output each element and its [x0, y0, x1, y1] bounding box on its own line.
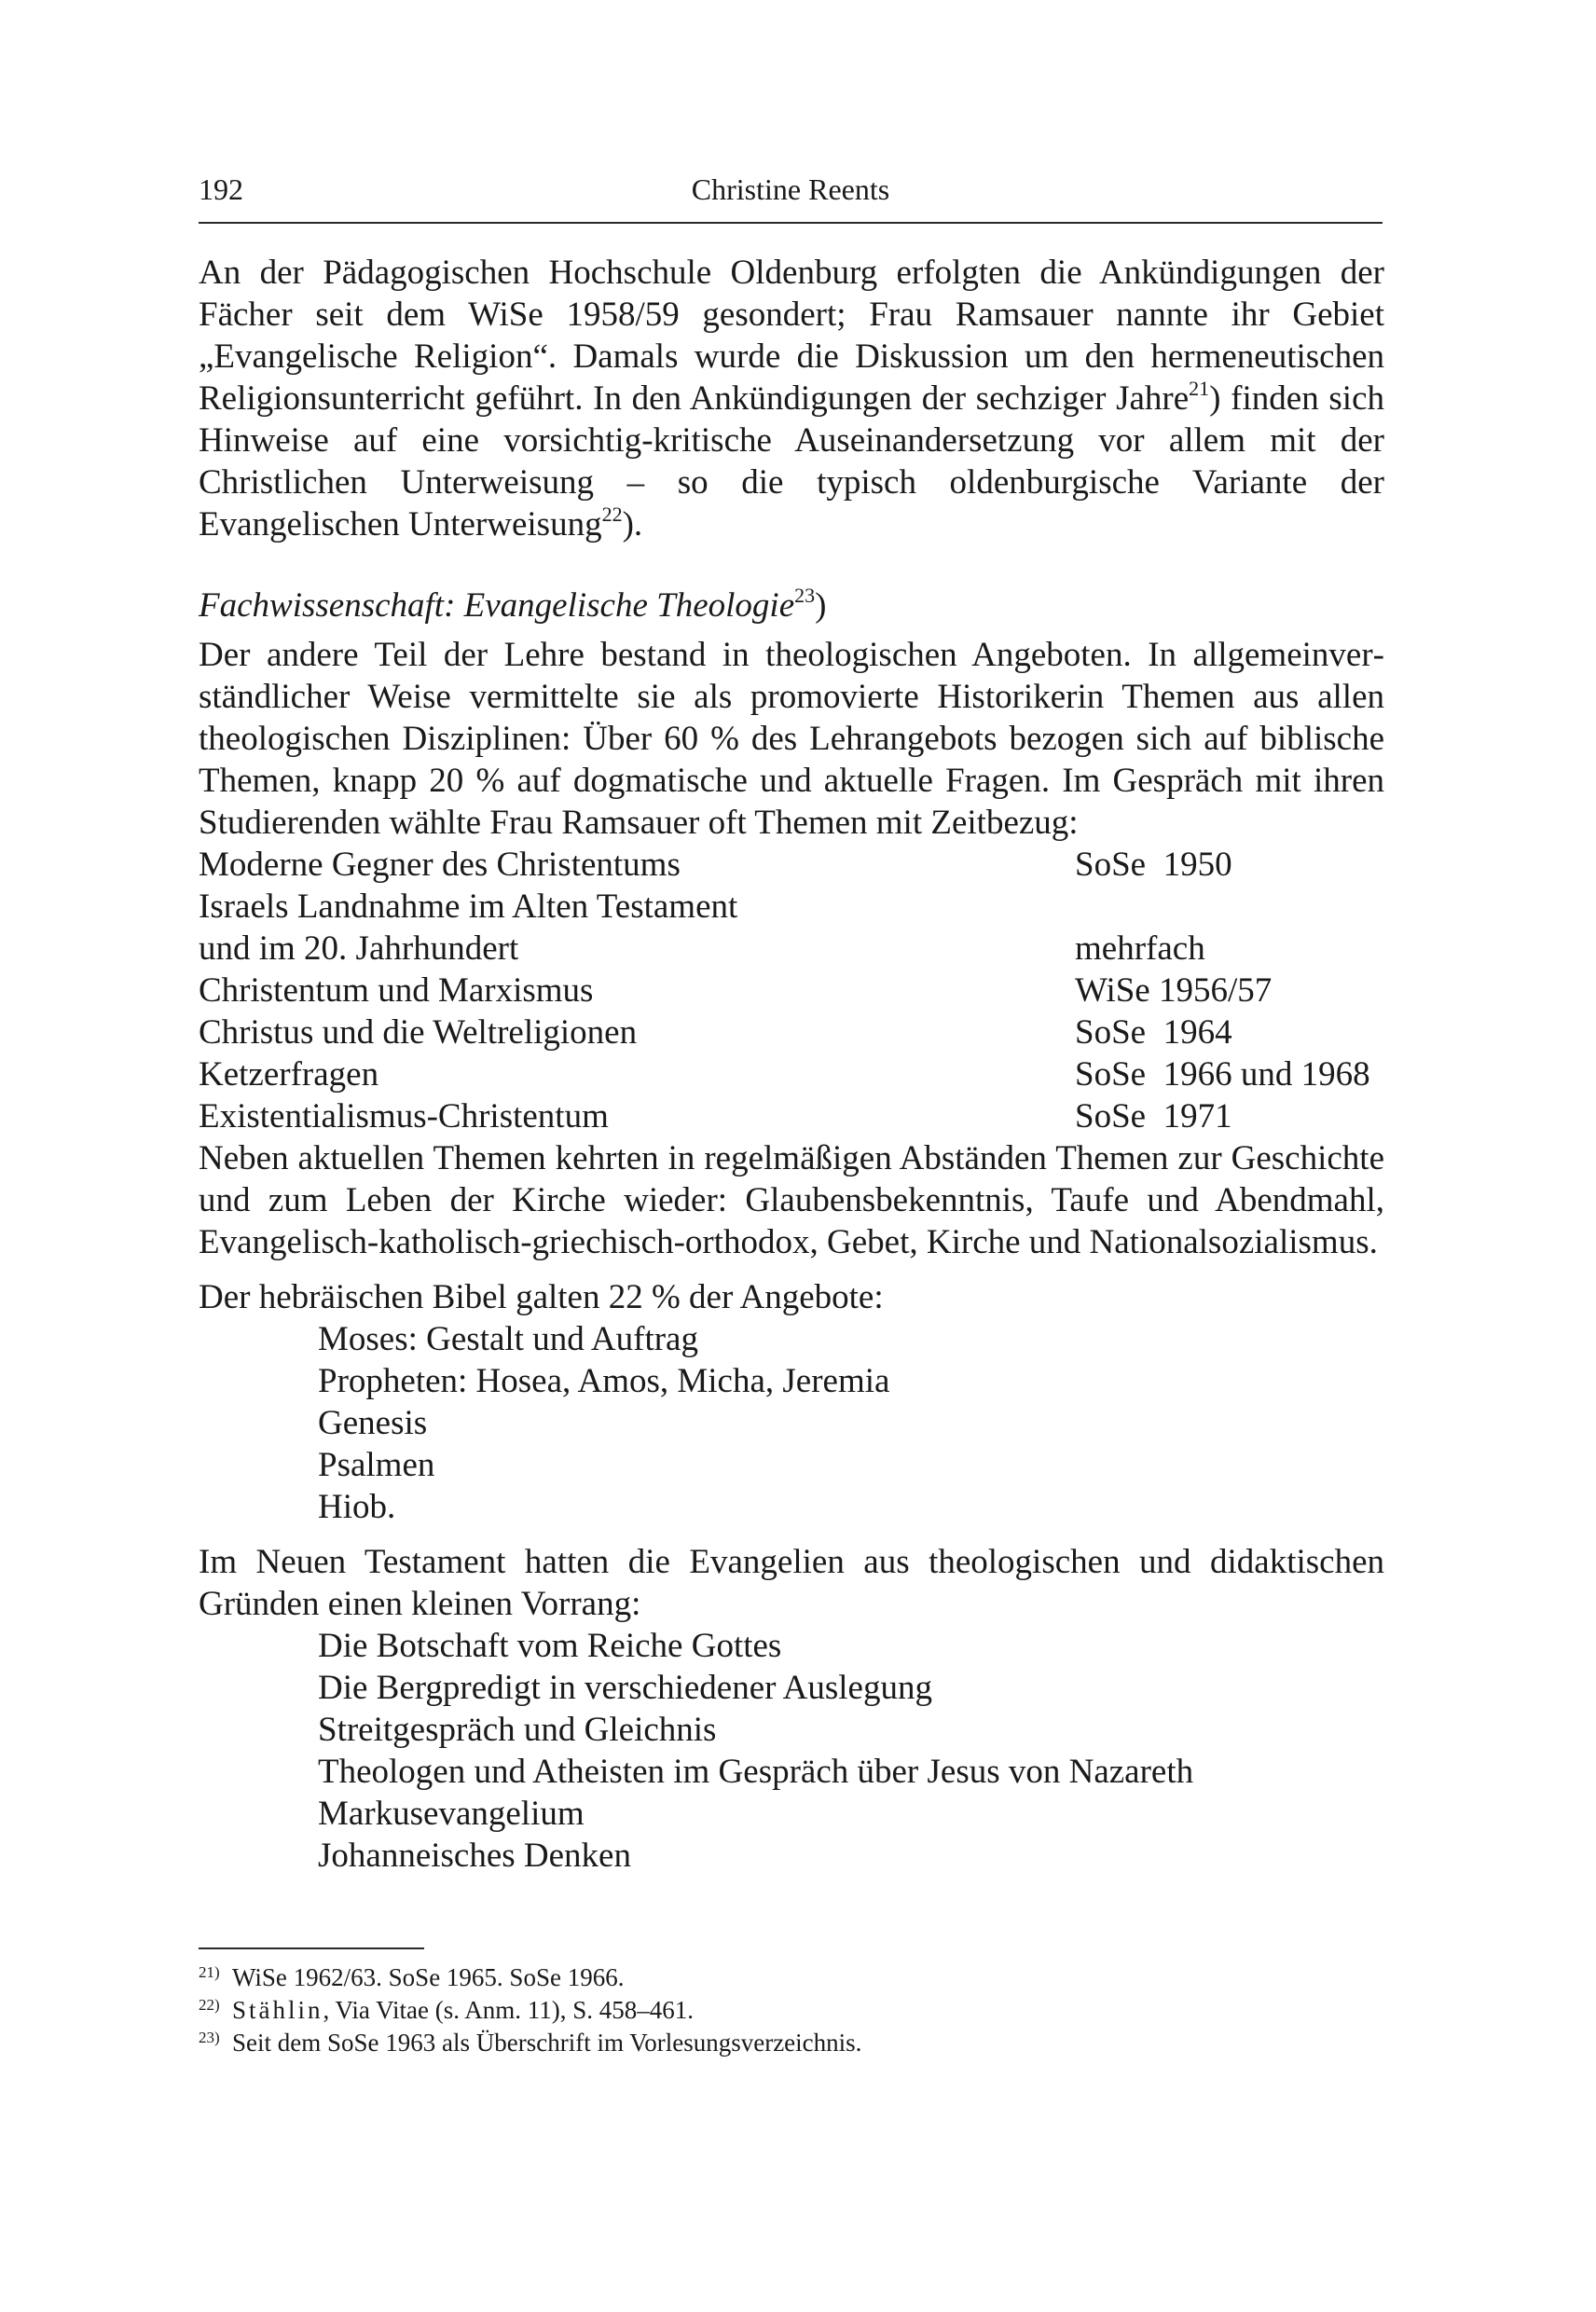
- topic-cell: Christus und die Weltreligionen: [199, 1013, 638, 1052]
- table-row: [199, 928, 1384, 970]
- footnote-text: , Via Vitae (s. Anm. 11), S. 458–461.: [323, 1996, 695, 2024]
- section-heading: Fachwissenschaft: Evangelische Theologie$^{23}$): [199, 584, 827, 625]
- footnote-rule: [199, 1947, 424, 1949]
- term-cell: SoSe 1950: [1075, 846, 1232, 884]
- term-cell: SoSe 1966 und 1968: [1075, 1055, 1370, 1094]
- list-item: Johanneisches Denken: [318, 1837, 631, 1875]
- term-cell: SoSe 1964: [1075, 1013, 1232, 1052]
- table-row: [199, 844, 1384, 886]
- footnote-22: 22) Stählin, Via Vitae (s. Anm. 11), S. 458–461.: [199, 1996, 695, 2024]
- topic-cell: und im 20. Jahrhundert: [199, 929, 519, 968]
- table-row: [199, 1095, 1384, 1137]
- term-cell: SoSe 1971: [1075, 1097, 1232, 1135]
- term-cell: WiSe 1956/57: [1075, 971, 1273, 1010]
- paragraph-new-testament: Im Neuen Testament hatten die Evangelien aus theologischen und didaktischen Gründen einen kleinen Vorrang:: [199, 1543, 1384, 1623]
- table-row: [199, 1012, 1384, 1053]
- list-item: Die Bergpredigt in verschiedener Auslegung: [318, 1669, 932, 1707]
- list-item: Markusevangelium: [318, 1795, 585, 1833]
- paragraph-theology: Der andere Teil der Lehre bestand in theologischen Angeboten. In allgemeinverständlicher Weise vermittelte sie als promovierte Historikerin Themen aus allen theologischen Disziplinen: Über 60 % des Lehrangebots bezogen sich auf biblische Themen, knapp 20 % auf dogmatische und aktuelle Fragen. Im Gespräch mit ihren Studierenden wählte Frau Ramsauer oft Themen mit Zeitbezug:: [199, 636, 1384, 842]
- footnotes: [199, 1961, 1384, 2059]
- topic-cell: Ketzerfragen: [199, 1055, 379, 1094]
- footnote-23: 23) Seit dem SoSe 1963 als Überschrift im Vorlesungsverzeichnis.: [199, 2029, 862, 2057]
- running-head-author: Christine Reents: [691, 172, 890, 206]
- table-row: [199, 970, 1384, 1012]
- paragraph-church-history: Neben aktuellen Themen kehrten in regelmäßigen Abständen Themen zur Geschichte und zum Leben der Kirche wieder: Glaubensbekenntnis, Taufe und Abendmahl, Evangelisch-katholisch-griechisch-orthodox, Gebet, Kirche und Nationalsozialismus.: [199, 1139, 1384, 1261]
- list-item: Die Botschaft vom Reiche Gottes: [318, 1627, 782, 1665]
- topic-table: [199, 844, 1384, 1137]
- running-head: [199, 166, 1383, 213]
- footnote-ref-23: 23: [794, 584, 816, 607]
- list-item: Psalmen: [318, 1446, 435, 1484]
- footnote-ref-21: 21: [1189, 377, 1210, 400]
- paragraph-oldenburg: An der Pädagogischen Hochschule Oldenburg erfolgten die Ankündigungen der Fächer seit dem WiSe 1958/59 gesondert; Frau Ramsauer nannte ihr Gebiet „Evangelische Religion“. Damals wurde die Diskussion um den hermeneutischen Religionsunterricht geführt. In den Ankündigungen der sechziger Jahre$^{21}$) finden sich Hinweise auf eine vorsichtig-kritische Auseinandersetzung vor allem mit der Christlichen Unterweisung – so die typisch oldenburgische Variante der Evangelischen Unterweisung$^{22}$).: [199, 254, 1384, 544]
- hebrew-bible-list: [199, 1318, 1384, 1528]
- list-item: Hiob.: [318, 1488, 396, 1526]
- topic-cell: Christentum und Marxismus: [199, 971, 594, 1010]
- term-cell: mehrfach: [1075, 929, 1205, 968]
- table-row: [199, 886, 1384, 928]
- header-rule: [199, 222, 1383, 224]
- footnote-text: Seit dem SoSe 1963 als Überschrift im Vorlesungsverzeichnis.: [232, 2029, 862, 2057]
- footnote-21: 21) WiSe 1962/63. SoSe 1965. SoSe 1966.: [199, 1963, 625, 1991]
- footnote-text: WiSe 1962/63. SoSe 1965. SoSe 1966.: [232, 1963, 625, 1991]
- list-item: Propheten: Hosea, Amos, Micha, Jeremia: [318, 1362, 890, 1400]
- topic-cell: Israels Landnahme im Alten Testament: [199, 888, 738, 926]
- body-text: [199, 252, 1384, 1877]
- list-item: Theologen und Atheisten im Gespräch über Jesus von Nazareth: [318, 1753, 1194, 1791]
- page-number: 192: [199, 172, 243, 206]
- footnote-author: Stählin: [232, 1996, 323, 2024]
- table-row: [199, 1053, 1384, 1095]
- topic-cell: Existentialismus-Christentum: [199, 1097, 609, 1135]
- list-item: Moses: Gestalt und Auftrag: [318, 1320, 698, 1358]
- topic-cell: Moderne Gegner des Christentums: [199, 846, 681, 884]
- list-item: Genesis: [318, 1404, 428, 1442]
- list-item: Streitgespräch und Gleichnis: [318, 1711, 717, 1749]
- footnote-ref-22: 22: [601, 502, 623, 526]
- new-testament-list: [199, 1625, 1384, 1877]
- paragraph-hebrew-bible: Der hebräischen Bibel galten 22 % der Angebote:: [199, 1278, 884, 1316]
